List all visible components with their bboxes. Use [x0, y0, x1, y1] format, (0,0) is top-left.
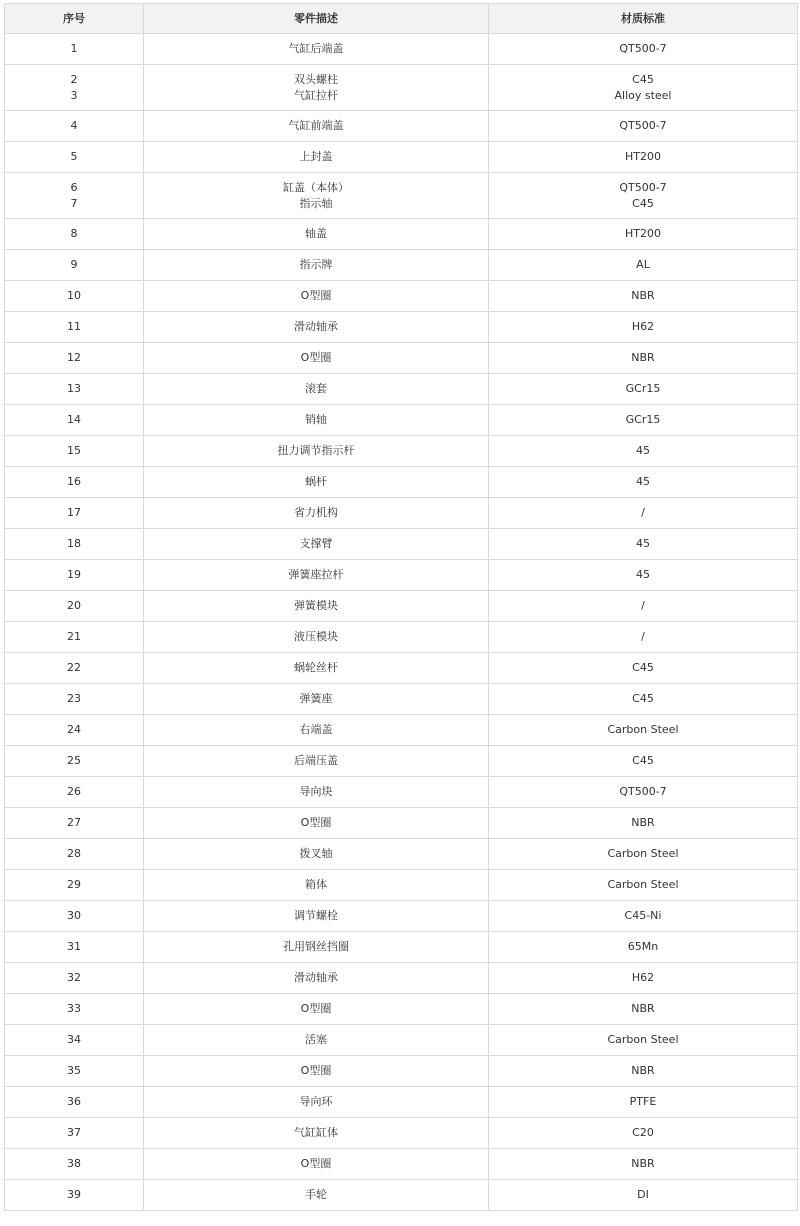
cell-part-description [144, 1025, 489, 1056]
cell-number-line: 35 [67, 1064, 81, 1077]
cell-material [489, 622, 798, 653]
cell-material-line: PTFE [629, 1095, 657, 1108]
cell-material-line: C45 [632, 692, 654, 705]
cell-number-line: 27 [67, 816, 81, 829]
cell-part-description-line: 导向块 [299, 785, 333, 798]
table-row [5, 343, 798, 374]
cell-material-line: 65Mn [627, 940, 659, 953]
table-row [5, 1056, 798, 1087]
cell-material-line: C45-Ni [624, 909, 662, 922]
cell-material-line: Carbon Steel [607, 723, 679, 736]
cell-material [489, 312, 798, 343]
cell-part-description-line: 滑动轴承 [294, 971, 338, 984]
cell-part-description-line: 轴盖 [305, 227, 327, 240]
cell-number-line: 7 [70, 196, 78, 210]
cell-number [5, 653, 144, 684]
cell-material [489, 932, 798, 963]
cell-number-line: 10 [67, 289, 81, 302]
cell-material-line: QT500-7 [619, 785, 667, 798]
cell-number-line: 1 [70, 42, 78, 55]
cell-number-line: 37 [67, 1126, 81, 1139]
cell-part-description [144, 1056, 489, 1087]
cell-material-line: C45 [632, 72, 654, 86]
cell-number-line: 23 [67, 692, 81, 705]
cell-part-description [144, 777, 489, 808]
cell-material [489, 281, 798, 312]
cell-number [5, 963, 144, 994]
cell-part-description-line: O型圈 [300, 289, 332, 302]
cell-material [489, 653, 798, 684]
cell-number-line: 30 [67, 909, 81, 922]
cell-part-description-line: 指示牌 [299, 258, 333, 271]
cell-number-line: 4 [70, 119, 78, 132]
cell-part-description-line: 缸盖（本体） [283, 180, 349, 194]
cell-part-description-line: 弹簧座拉杆 [288, 568, 344, 581]
table-row [5, 591, 798, 622]
table-row [5, 529, 798, 560]
cell-material [489, 901, 798, 932]
cell-material-line: 45 [636, 537, 650, 550]
cell-part-description-line: 右端盖 [299, 723, 333, 736]
cell-material [489, 467, 798, 498]
cell-material-line: 45 [636, 475, 650, 488]
cell-number [5, 591, 144, 622]
cell-part-description [144, 560, 489, 591]
cell-number [5, 560, 144, 591]
cell-number [5, 467, 144, 498]
cell-material [489, 963, 798, 994]
cell-number [5, 901, 144, 932]
cell-number [5, 1180, 144, 1211]
cell-part-description [144, 343, 489, 374]
cell-material-line: / [641, 506, 645, 519]
parts-table-container [4, 3, 797, 1211]
table-row [5, 560, 798, 591]
cell-number-line: 19 [67, 568, 81, 581]
table-row [5, 870, 798, 901]
cell-material [489, 1118, 798, 1149]
cell-material [489, 1025, 798, 1056]
cell-material [489, 715, 798, 746]
cell-number-line: 22 [67, 661, 81, 674]
cell-part-description-line: 气缸后端盖 [288, 42, 344, 55]
cell-number [5, 994, 144, 1025]
cell-part-description [144, 34, 489, 65]
cell-number-line: 38 [67, 1157, 81, 1170]
cell-material [489, 219, 798, 250]
cell-part-description [144, 173, 489, 219]
table-row [5, 1087, 798, 1118]
cell-part-description [144, 1118, 489, 1149]
cell-part-description [144, 1087, 489, 1118]
cell-material-line: NBR [631, 816, 655, 829]
cell-material-line: H62 [631, 320, 655, 333]
cell-material-line: NBR [631, 351, 655, 364]
cell-part-description [144, 932, 489, 963]
table-row [5, 142, 798, 173]
cell-number-line: 16 [67, 475, 81, 488]
cell-part-description [144, 219, 489, 250]
cell-part-description [144, 281, 489, 312]
table-row [5, 34, 798, 65]
cell-part-description [144, 963, 489, 994]
cell-material-line: / [641, 630, 645, 643]
cell-material [489, 65, 798, 111]
cell-number-line: 28 [67, 847, 81, 860]
cell-part-description [144, 405, 489, 436]
table-row [5, 901, 798, 932]
header-material-standard: 材质标准 [489, 4, 798, 34]
table-row [5, 250, 798, 281]
table-row [5, 1149, 798, 1180]
table-row [5, 1025, 798, 1056]
header-part-description: 零件描述 [144, 4, 489, 34]
cell-material [489, 1180, 798, 1211]
cell-number-line: 36 [67, 1095, 81, 1108]
cell-material [489, 436, 798, 467]
cell-number [5, 343, 144, 374]
cell-part-description-line: 上封盖 [299, 150, 333, 163]
cell-number [5, 777, 144, 808]
cell-number-line: 15 [67, 444, 81, 457]
cell-number [5, 436, 144, 467]
cell-number [5, 173, 144, 219]
cell-number-line: 18 [67, 537, 81, 550]
table-row [5, 622, 798, 653]
cell-part-description-line: 活塞 [305, 1033, 327, 1046]
table-row [5, 684, 798, 715]
cell-number [5, 374, 144, 405]
cell-material-line: GCr15 [625, 382, 661, 395]
cell-number-line: 25 [67, 754, 81, 767]
table-row [5, 994, 798, 1025]
cell-number [5, 932, 144, 963]
cell-number [5, 1056, 144, 1087]
table-row [5, 374, 798, 405]
cell-part-description-line: 手轮 [305, 1188, 327, 1201]
cell-number-line: 6 [70, 180, 78, 194]
cell-material-line: HT200 [625, 227, 661, 240]
table-row [5, 808, 798, 839]
cell-part-description [144, 839, 489, 870]
cell-number-line: 32 [67, 971, 81, 984]
cell-number [5, 111, 144, 142]
cell-part-description-line: O型圈 [300, 816, 332, 829]
cell-number-line: 33 [67, 1002, 81, 1015]
cell-material [489, 870, 798, 901]
cell-material-line: HT200 [625, 150, 661, 163]
cell-material-line: Carbon Steel [607, 847, 679, 860]
cell-material-line: C20 [632, 1126, 654, 1139]
cell-part-description [144, 653, 489, 684]
table-row [5, 436, 798, 467]
cell-number [5, 250, 144, 281]
table-row [5, 65, 798, 111]
cell-part-description [144, 870, 489, 901]
cell-material [489, 142, 798, 173]
cell-part-description-line: O型圈 [300, 1002, 332, 1015]
cell-part-description-line: 弹簧座 [299, 692, 333, 705]
table-row [5, 498, 798, 529]
cell-part-description-line: O型圈 [300, 351, 332, 364]
cell-number [5, 684, 144, 715]
table-row [5, 963, 798, 994]
cell-number-line: 5 [70, 150, 78, 163]
cell-material-line: / [641, 599, 645, 612]
cell-material-line: C45 [632, 196, 654, 210]
cell-number [5, 529, 144, 560]
cell-material [489, 1056, 798, 1087]
cell-part-description [144, 591, 489, 622]
cell-material-line: AL [636, 258, 650, 271]
cell-part-description [144, 1180, 489, 1211]
cell-part-description-line: 支撑臂 [299, 537, 333, 550]
cell-part-description [144, 142, 489, 173]
cell-material [489, 374, 798, 405]
cell-part-description [144, 529, 489, 560]
cell-material [489, 173, 798, 219]
header-row [5, 4, 798, 34]
cell-material-line: Carbon Steel [607, 1033, 679, 1046]
cell-number-line: 24 [67, 723, 81, 736]
table-row [5, 1118, 798, 1149]
cell-material [489, 34, 798, 65]
table-row [5, 219, 798, 250]
cell-number-line: 34 [67, 1033, 81, 1046]
table-row [5, 173, 798, 219]
cell-number [5, 870, 144, 901]
cell-material-line: NBR [631, 1064, 655, 1077]
cell-number [5, 715, 144, 746]
cell-part-description-line: 气缸拉杆 [294, 88, 338, 102]
cell-part-description-line: 气缸缸体 [294, 1126, 338, 1139]
cell-part-description [144, 374, 489, 405]
cell-number [5, 142, 144, 173]
cell-material [489, 250, 798, 281]
table-row [5, 746, 798, 777]
cell-number-line: 3 [70, 88, 78, 102]
cell-number-line: 20 [67, 599, 81, 612]
cell-part-description-line: 导向环 [299, 1095, 333, 1108]
table-row [5, 405, 798, 436]
cell-part-description [144, 498, 489, 529]
cell-material-line: NBR [631, 1002, 655, 1015]
cell-material-line: QT500-7 [619, 119, 667, 132]
cell-part-description-line: 蜗杆 [305, 475, 327, 488]
cell-part-description-line: 销轴 [305, 413, 327, 426]
cell-part-description [144, 994, 489, 1025]
cell-part-description-line: 箱体 [305, 878, 327, 891]
cell-number [5, 1087, 144, 1118]
cell-material [489, 777, 798, 808]
cell-part-description-line: 液压模块 [294, 630, 338, 643]
cell-number-line: 12 [67, 351, 81, 364]
table-body [5, 34, 798, 1211]
cell-number [5, 312, 144, 343]
table-row [5, 312, 798, 343]
cell-part-description [144, 808, 489, 839]
cell-material [489, 591, 798, 622]
cell-number-line: 2 [70, 72, 78, 86]
cell-part-description-line: 扭力调节指示杆 [277, 444, 355, 457]
cell-material [489, 1149, 798, 1180]
cell-number-line: 17 [67, 506, 81, 519]
cell-part-description-line: 弹簧模块 [294, 599, 338, 612]
cell-material-line: NBR [631, 289, 655, 302]
cell-part-description [144, 901, 489, 932]
cell-material-line: H62 [631, 971, 655, 984]
cell-number [5, 839, 144, 870]
cell-material [489, 1087, 798, 1118]
cell-number-line: 13 [67, 382, 81, 395]
cell-part-description [144, 1149, 489, 1180]
cell-material [489, 994, 798, 1025]
cell-part-description-line: 气缸前端盖 [288, 119, 344, 132]
cell-part-description-line: 拨叉轴 [299, 847, 333, 860]
cell-part-description-line: 蜗轮丝杆 [294, 661, 338, 674]
cell-number-line: 39 [67, 1188, 81, 1201]
cell-part-description [144, 250, 489, 281]
cell-part-description-line: 后端压盖 [294, 754, 338, 767]
cell-number-line: 9 [70, 258, 78, 271]
cell-number [5, 219, 144, 250]
cell-material-line: GCr15 [625, 413, 661, 426]
cell-part-description [144, 111, 489, 142]
table-header [5, 4, 798, 34]
table-row [5, 111, 798, 142]
cell-part-description-line: 调节螺栓 [294, 909, 338, 922]
cell-number [5, 34, 144, 65]
cell-part-description [144, 715, 489, 746]
cell-part-description-line: 孔用钢丝挡圈 [283, 940, 349, 953]
cell-material-line: Alloy steel [614, 88, 672, 102]
cell-number-line: 29 [67, 878, 81, 891]
cell-part-description-line: 指示轴 [299, 196, 333, 210]
cell-part-description-line: O型圈 [300, 1064, 332, 1077]
cell-number [5, 1118, 144, 1149]
cell-part-description-line: 双头螺柱 [294, 72, 338, 86]
cell-material-line: NBR [631, 1157, 655, 1170]
cell-number [5, 498, 144, 529]
cell-number [5, 1025, 144, 1056]
cell-part-description-line: O型圈 [300, 1157, 332, 1170]
cell-number [5, 1149, 144, 1180]
cell-number [5, 622, 144, 653]
cell-part-description-line: 省力机构 [294, 506, 338, 519]
cell-number [5, 65, 144, 111]
cell-material-line: 45 [636, 568, 650, 581]
cell-material [489, 808, 798, 839]
table-row [5, 932, 798, 963]
cell-material [489, 839, 798, 870]
cell-part-description [144, 684, 489, 715]
cell-number-line: 31 [67, 940, 81, 953]
cell-number-line: 21 [67, 630, 81, 643]
cell-material [489, 560, 798, 591]
cell-material [489, 343, 798, 374]
cell-material [489, 684, 798, 715]
table-row [5, 1180, 798, 1211]
table-row [5, 839, 798, 870]
table-row [5, 281, 798, 312]
cell-material [489, 498, 798, 529]
cell-material-line: QT500-7 [619, 180, 667, 194]
cell-number [5, 808, 144, 839]
cell-material-line: C45 [632, 754, 654, 767]
cell-part-description [144, 746, 489, 777]
cell-material [489, 111, 798, 142]
table-row [5, 715, 798, 746]
cell-part-description-line: 滚套 [305, 382, 327, 395]
cell-number-line: 8 [70, 227, 78, 240]
cell-material-line: DI [637, 1188, 649, 1201]
cell-number [5, 405, 144, 436]
cell-number [5, 746, 144, 777]
cell-material [489, 529, 798, 560]
table-row [5, 653, 798, 684]
parts-table [4, 3, 798, 1211]
cell-material-line: C45 [632, 661, 654, 674]
cell-part-description [144, 436, 489, 467]
cell-part-description [144, 65, 489, 111]
cell-part-description [144, 467, 489, 498]
cell-number [5, 281, 144, 312]
cell-material [489, 746, 798, 777]
cell-part-description [144, 312, 489, 343]
cell-material-line: QT500-7 [619, 42, 667, 55]
cell-part-description-line: 滑动轴承 [294, 320, 338, 333]
table-row [5, 467, 798, 498]
cell-part-description [144, 622, 489, 653]
cell-material-line: Carbon Steel [607, 878, 679, 891]
cell-number-line: 26 [67, 785, 81, 798]
cell-number-line: 11 [67, 320, 81, 333]
header-number: 序号 [5, 4, 144, 34]
cell-material-line: 45 [636, 444, 650, 457]
cell-number-line: 14 [67, 413, 81, 426]
cell-material [489, 405, 798, 436]
table-row [5, 777, 798, 808]
